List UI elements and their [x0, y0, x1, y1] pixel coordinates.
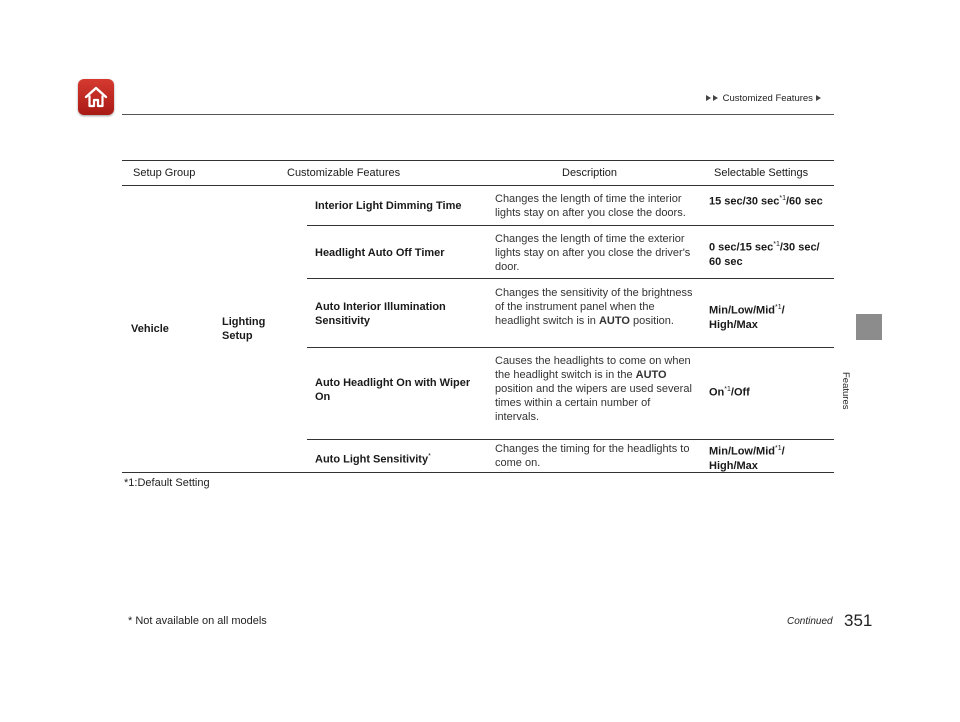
header-divider	[122, 114, 834, 115]
triangle-right-icon	[713, 95, 718, 101]
feature-description: Changes the length of time the exterior lights stay on after you close the driver's door.	[495, 233, 691, 273]
triangle-right-icon	[706, 95, 711, 101]
table-row	[307, 440, 834, 472]
default-setting-footnote: *1:Default Setting	[124, 477, 210, 489]
breadcrumb-label: Customized Features	[722, 93, 813, 104]
home-button[interactable]	[78, 79, 114, 115]
setup-group: Vehicle	[131, 323, 169, 335]
table-body	[122, 186, 834, 473]
feature-name: Auto Light Sensitivity*	[315, 453, 431, 466]
feature-description: Changes the timing for the headlights to come on.	[495, 443, 690, 469]
table-row	[307, 348, 834, 440]
feature-description: Changes the length of time the interior lights stay on after you close the doors.	[495, 193, 686, 219]
table-row	[307, 186, 834, 226]
feature-description: Causes the headlights to come on when the headlight switch is in the AUTO position and the wipers are used several times within a certain number of intervals.	[495, 355, 692, 423]
customization-table	[122, 160, 834, 473]
page-number: 351	[844, 611, 873, 630]
triangle-right-icon	[816, 95, 821, 101]
column-header: Customizable Features	[287, 167, 401, 179]
selectable-settings: Min/Low/Mid$^{*1}$/ High/Max	[709, 445, 785, 472]
table-row	[307, 279, 834, 348]
selectable-settings: Min/Low/Mid$^{*1}$/ High/Max	[709, 304, 785, 331]
column-header: Setup Group	[133, 167, 196, 179]
column-header: Selectable Settings	[714, 167, 809, 179]
continued-label: Continued	[787, 616, 833, 627]
selectable-settings: 0 sec/15 $\sec^{*1}/30$ sec/ 60 sec	[709, 241, 820, 268]
setup-subgroup: Lighting Setup	[222, 316, 266, 342]
feature-name: Interior Light Dimming Time	[315, 200, 462, 212]
section-tab-label: Features	[840, 372, 851, 410]
feature-name: Auto Interior Illumination Sensitivity	[315, 301, 446, 327]
selectable-settings: On$^{*1}$/Off	[709, 386, 750, 399]
home-icon	[83, 84, 109, 110]
feature-name: Headlight Auto Off Timer	[315, 247, 445, 259]
section-tab[interactable]	[856, 314, 882, 340]
feature-name: Auto Headlight On with Wiper On	[315, 377, 471, 403]
breadcrumb[interactable]	[706, 93, 823, 104]
table-row	[307, 226, 834, 279]
column-header: Description	[562, 167, 618, 179]
availability-note: * Not available on all models	[128, 615, 267, 627]
selectable-settings: 15 sec/30 $\sec^{*1}/60$ sec	[709, 195, 823, 208]
table-header	[122, 160, 834, 186]
feature-description: Changes the sensitivity of the brightness of the instrument panel when the headlight switch is in AUTO position.	[495, 287, 693, 327]
